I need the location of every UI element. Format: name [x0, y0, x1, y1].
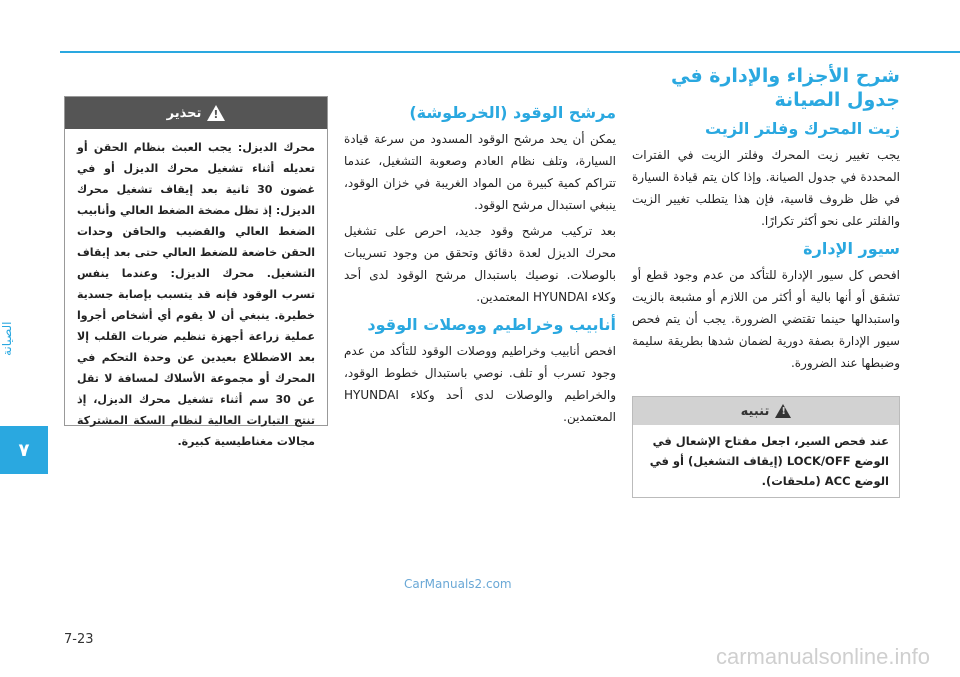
warning-text: محرك الديزل: يجب العبث بنظام الحقن أو تعديله أثناء تشغيل محرك الديزل أو في غضون 30 ثانية بعد إيقاف تشغيل محرك الديزل: إذ تظل مضخة الضغط العالي وأنابيب الضغط العالي والقضيب والحاقن وحدات الحقن خاضعة للضغط العالي حتى بعد إيقاف التشغيل. محرك الديزل: وعندما ينفس تسرب الوقود فإنه قد يتسبب بإصابة جسدية خطيرة. ينبغي أن لا يقوم أي أشخاص أجروا عملية زراعة أجهزة تنظيم ضربات القلب إلا بعد الاضطلاع بعيدين عن وحدة التحكم في المحرك أو مجموعة الأسلاك لمسافة لا تقل عن 30 سم أثناء تشغيل محرك الديزل، إذ تنتج التيارات العالية لنظام السكة المشتركة مجالات مغناطيسية كبيرة. — [77, 141, 316, 448]
warning-label: تحذير — [166, 105, 202, 121]
section-text-oil-filter: يجب تغيير زيت المحرك وفلتر الزيت في الفترات المحددة في جدول الصيانة. وإذا كان يتم قيادة السيارة في ظل ظروف قاسية، فإن هذا يتطلب تغيير الزيت والفلتر على نحو أكثر تكرارًا. — [632, 148, 900, 228]
page-number: 7-23 — [64, 632, 94, 647]
notice-header — [633, 397, 899, 425]
notice-box — [632, 396, 900, 498]
side-section-label: الصيانة — [0, 321, 14, 356]
watermark: CarManuals2.com — [404, 577, 512, 591]
section-heading-oil-filter: زيت المحرك وفلتر الزيت — [704, 119, 900, 138]
notice-text: عند فحص السير، اجعل مفتاح الإشعال في الوضع LOCK/OFF (إيقاف التشغيل) أو في الوضع ACC (ملحقات). — [649, 434, 889, 488]
section-text-fuel-filter-1: يمكن أن يحد مرشح الوقود المسدود من سرعة قيادة السيارة، وتلف نظام العادم وصعوبة التشغيل، عندما تتراكم كمية كبيرة من المواد الغريبة في خزان الوقود، ينبغي استبدال مرشح الوقود. — [344, 132, 616, 212]
warning-box — [64, 96, 328, 448]
middle-column — [344, 96, 616, 432]
top-accent-rule — [60, 51, 960, 53]
chapter-number-tab: ٧ — [0, 426, 48, 474]
caution-icon — [775, 404, 791, 418]
notice-label: تنبيه — [740, 403, 770, 419]
footer-site-mark: carmanualsonline.info — [715, 644, 930, 669]
right-column — [632, 64, 900, 498]
section-text-drive-belts: افحص كل سيور الإدارة للتأكد من عدم وجود قطع أو تشقق أو أنها بالية أو أكثر من اللازم أو مشبعة بالزيت واستبدالها حينما تقتضي الضرورة. يجب أن يتم فحص سيور الإدارة بصفة دورية لضمان شدها بطريقة سليمة وضبطها عند الضرورة. — [632, 268, 900, 370]
section-text-fuel-filter-2: بعد تركيب مرشح وقود جديد، احرص على تشغيل محرك الديزل لعدة دقائق وتحقق من وجود تسريبات بالوصلات. نوصيك باستبدال مرشح الوقود لدى أحد وكلاء HYUNDAI المعتمدين. — [344, 224, 616, 304]
section-text-fuel-lines: افحص أنابيب وخراطيم ووصلات الوقود للتأكد من عدم وجود تسرب أو تلف. نوصي باستبدال خطوط الوقود، والخراطيم والوصلات لدى أحد وكلاء HYUNDAI المعتمدين. — [344, 344, 616, 424]
warning-triangle-icon — [207, 105, 225, 121]
section-heading-fuel-filter: مرشح الوقود (الخرطوشة) — [409, 103, 616, 122]
section-heading-drive-belts: سيور الإدارة — [803, 239, 900, 258]
page-title: شرح الأجزاء والإدارة في جدول الصيانة — [671, 65, 900, 111]
warning-header — [65, 97, 327, 129]
left-column — [64, 96, 328, 448]
section-heading-fuel-lines: أنابيب وخراطيم ووصلات الوقود — [367, 315, 616, 334]
